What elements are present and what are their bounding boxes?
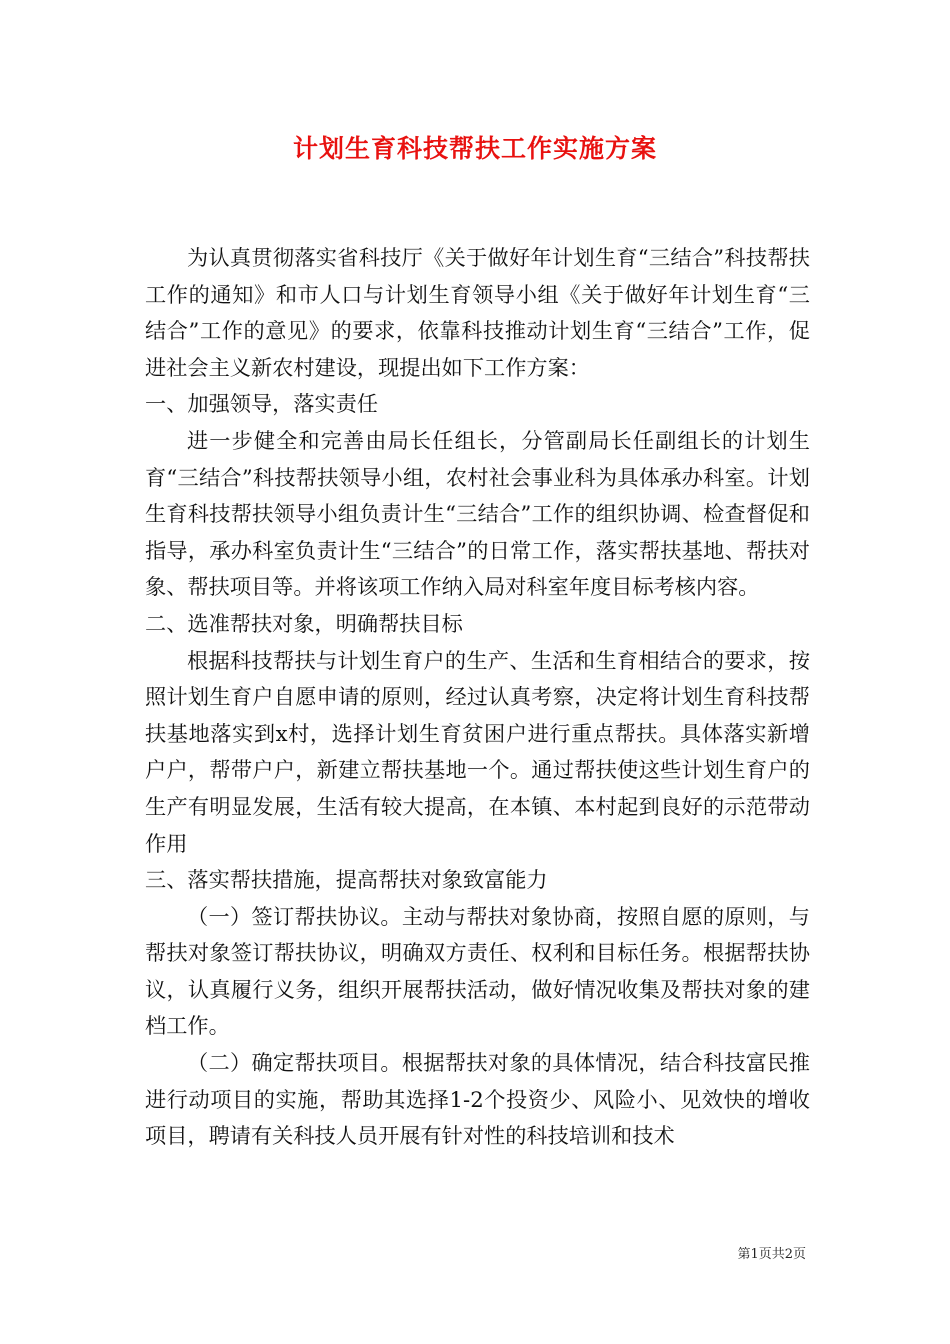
document-title: 计划生育科技帮扶工作实施方案 [292,134,657,163]
section-3-item-2: （二）确定帮扶项目。根据帮扶对象的具体情况，结合科技富民推进行动项目的实施，帮助其选择1-2个投资少、风险小、见效快的增收项目，聘请有关科技人员开展有针对性的科技培训和技术 [145,1050,810,1149]
section-2-paragraph: 根据科技帮扶与计划生育户的生产、生活和生育相结合的要求，按照计划生育户自愿申请的原则，经过认真考察，决定将计划生育科技帮扶基地落实到x村，选择计划生育贫困户进行重点帮扶。具体落实新增户户，帮带户户，新建立帮扶基地一个。通过帮扶使这些计划生育户的生产有明显发展，生活有较大提高，在本镇、本村起到良好的示范带动作用 [145,647,810,856]
intro-paragraph: 为认真贯彻落实省科技厅《关于做好年计划生育“三结合”科技帮扶工作的通知》和市人口与计划生育领导小组《关于做好年计划生育“三结合”工作的意见》的要求，依靠科技推动计划生育“三结合”工作，促进社会主义新农村建设，现提出如下工作方案： [145,245,810,380]
section-heading-3: 三、落实帮扶措施，提高帮扶对象致富能力 [145,867,548,893]
section-3-item-1: （一）签订帮扶协议。主动与帮扶对象协商，按照自愿的原则，与帮扶对象签订帮扶协议，明确双方责任、权利和目标任务。根据帮扶协议，认真履行义务，组织开展帮扶活动，做好情况收集及帮扶对象的建档工作。 [145,903,810,1039]
section-heading-1: 一、加强领导，落实责任 [145,391,379,417]
section-heading-2: 二、选准帮扶对象，明确帮扶目标 [145,610,463,636]
document-body [145,240,810,1155]
page-number: 第1页共2页 [737,1247,806,1262]
section-1-paragraph: 进一步健全和完善由局长任组长，分管副局长任副组长的计划生育“三结合”科技帮扶领导小组，农村社会事业科为具体承办科室。计划生育科技帮扶领导小组负责计生“三结合”工作的组织协调、检查督促和指导，承办科室负责计生“三结合”的日常工作，落实帮扶基地、帮扶对象、帮扶项目等。并将该项工作纳入局对科室年度目标考核内容。 [145,427,810,600]
